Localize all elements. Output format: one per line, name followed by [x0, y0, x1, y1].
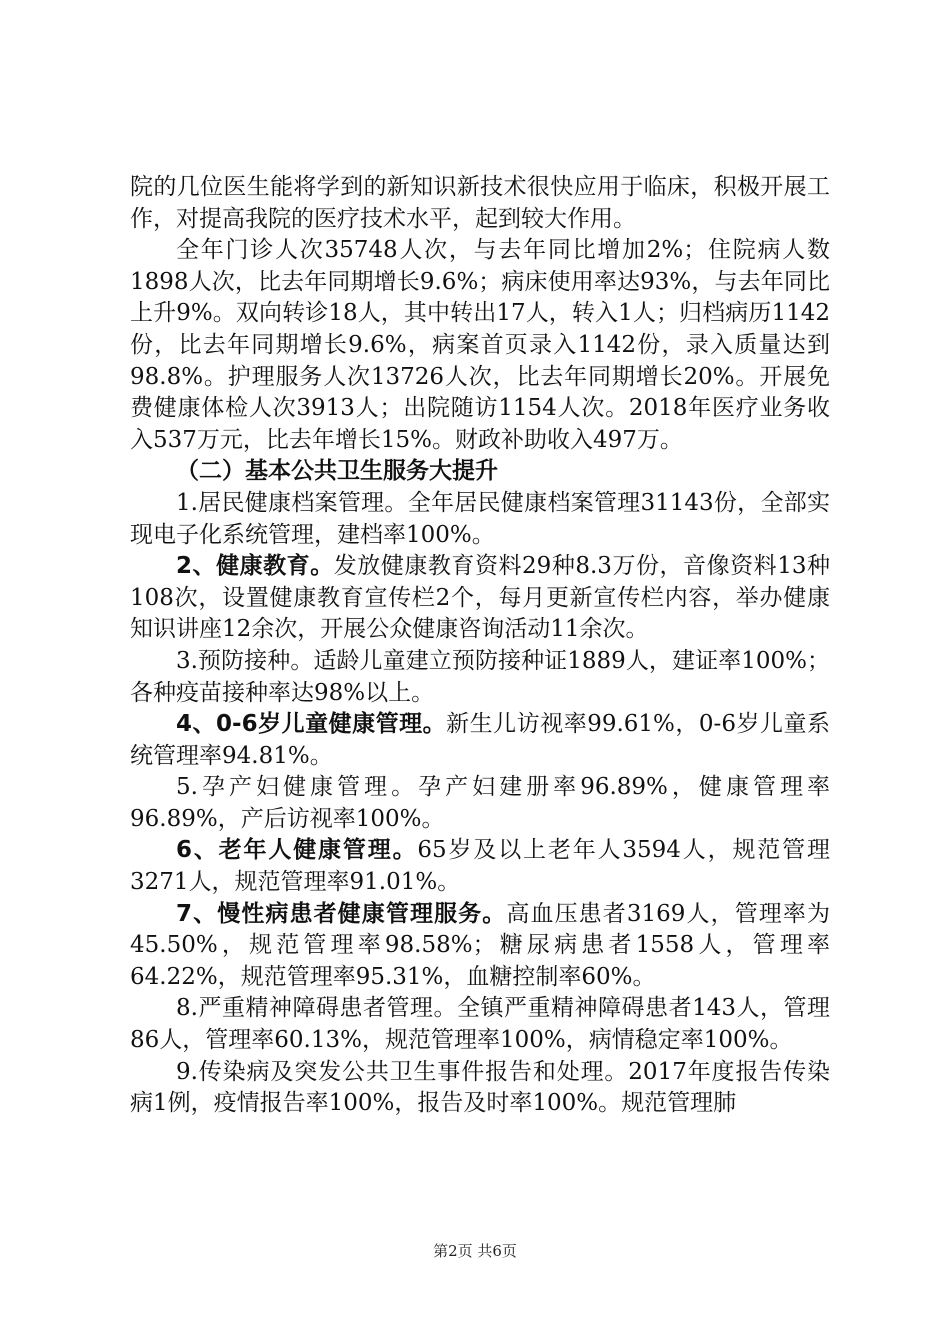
- item-text: 发放健康教育资料29种8.3万份，音像资料13种108次，设置健康教育宣传栏2个，每月更新宣传栏内容，举办健康知识讲座12余次，开展公众健康咨询活动11余次。: [130, 553, 830, 643]
- item-health-records: [130, 488, 830, 551]
- item-vaccination: [130, 646, 830, 709]
- item-text: 孕产妇建册率96.89%，健康管理率96.89%，产后访视率100%。: [130, 774, 830, 832]
- item-elderly-health: [130, 835, 830, 898]
- item-text: 全镇严重精神障碍患者143人，管理86人，管理率60.13%，规范管理率100%，病情稳定率100%。: [130, 995, 830, 1054]
- item-title: 5.孕产妇健康管理。: [176, 774, 419, 801]
- item-title: 1.居民健康档案管理。: [176, 489, 408, 516]
- item-maternal-health: [130, 772, 830, 835]
- item-title: 4、0-6岁儿童健康管理。: [176, 711, 447, 738]
- item-title: 2、健康教育。: [176, 553, 334, 580]
- item-chronic-disease: [130, 899, 830, 994]
- item-mental-health: [130, 993, 830, 1056]
- page-footer: 第2页 共6页: [433, 1242, 517, 1260]
- item-text: 适龄儿童建立预防接种证1889人，建证率100%；各种疫苗接种率达98%以上。: [130, 647, 830, 706]
- item-text: 全年居民健康档案管理31143份，全部实现电子化系统管理，建档率100%。: [130, 489, 830, 548]
- item-infectious-disease: [130, 1057, 830, 1120]
- document-body: [130, 172, 830, 1120]
- item-title: 7、慢性病患者健康管理服务。: [176, 900, 507, 927]
- statistics-paragraph: 全年门诊人次35748人次，与去年同比增加2%；住院病人数1898人次，比去年同期增长9.6%；病床使用率达93%，与去年同比上升9%。双向转诊18人，其中转出17人，转入1人；归档病历1142份，比去年同期增长9.6%，病案首页录入1142份，录入质量达到98.8%。护理服务人次13726人次，比去年同期增长20%。开展免费健康体检人次3913人；出院随访1154人次。2018年医疗业务收入537万元，比去年增长15%。财政补助收入497万。: [130, 237, 830, 453]
- item-title: 3.预防接种。: [176, 647, 314, 674]
- section-heading: （二）基本公共卫生服务大提升: [176, 458, 498, 485]
- continuation-paragraph: 院的几位医生能将学到的新知识新技术很快应用于临床，积极开展工作，对提高我院的医疗技术水平，起到较大作用。: [130, 174, 830, 232]
- item-text: 65岁及以上老年人3594人，规范管理3271人，规范管理率91.01%。: [130, 837, 830, 896]
- item-health-education: [130, 551, 830, 646]
- item-text: 新生儿访视率99.61%，0-6岁儿童系统管理率94.81%。: [130, 711, 830, 769]
- item-title: 6、老年人健康管理。: [176, 837, 418, 864]
- item-title: 8.严重精神障碍患者管理。: [176, 995, 458, 1022]
- item-text: 2017年度报告传染病1例，疫情报告率100%，报告及时率100%。规范管理肺: [130, 1058, 830, 1117]
- item-title: 9.传染病及突发公共卫生事件报告和处理。: [176, 1058, 629, 1085]
- item-child-health: [130, 709, 830, 772]
- item-text: 高血压患者3169人，管理率为45.50%，规范管理率98.58%；糖尿病患者1558人，管理率64.22%，规范管理率95.31%，血糖控制率60%。: [130, 900, 830, 990]
